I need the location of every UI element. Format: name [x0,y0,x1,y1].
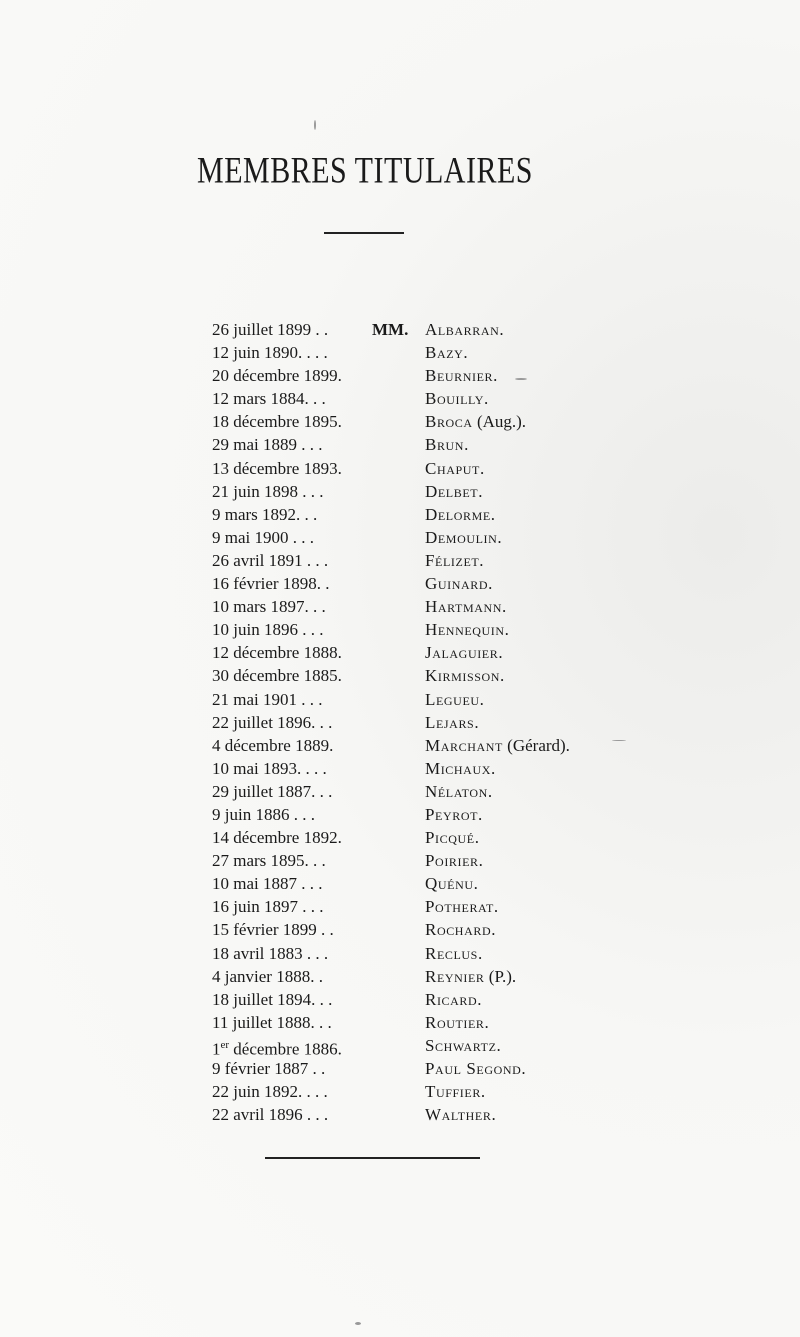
member-name [425,618,510,641]
member-surname: Demoulin. [425,527,503,547]
member-row [0,549,800,572]
member-row [0,1034,800,1057]
scan-speck [355,1322,361,1325]
member-row [0,1103,800,1126]
member-surname: Picqué. [425,828,480,848]
member-surname: Reynier [425,966,485,986]
member-row [0,664,800,687]
member-name [425,780,493,803]
member-date: 9 février 1887 . . [212,1059,326,1078]
member-surname: Broca [425,412,473,432]
member-name [425,1057,526,1080]
member-date: 20 décembre 1899. [212,366,342,386]
member-surname: Tuffier. [425,1082,486,1102]
member-date: 27 mars 1895. . . [212,851,326,871]
member-name [425,1011,489,1034]
member-name [425,433,469,456]
member-name [425,572,493,595]
member-name [425,803,483,826]
member-date: 13 décembre 1893. [212,458,342,478]
member-surname: Michaux. [425,758,496,778]
member-row [0,595,800,618]
member-row [0,641,800,664]
scan-speck [314,120,316,130]
scan-speck [612,740,626,741]
member-date: 9 mai 1900 . . . [212,527,314,547]
member-surname: Jalaguier. [425,643,504,663]
member-date: 9 mars 1892. . . [212,504,318,524]
member-name [425,410,526,433]
member-name [425,341,468,364]
member-name [425,549,484,572]
member-surname: Lejars. [425,712,480,732]
member-row [0,341,800,364]
member-name [425,1080,486,1103]
member-date: 18 avril 1883 . . . [212,943,329,963]
member-row [0,387,800,410]
member-date: 16 février 1898. . [212,574,330,594]
member-date: 4 décembre 1889. [212,735,334,755]
member-name [425,895,499,918]
member-surname: Rochard. [425,920,497,940]
member-name [425,664,505,687]
member-surname: Albarran. [425,320,505,339]
member-surname: Routier. [425,1012,490,1032]
member-name [425,688,485,711]
member-name [425,1103,496,1126]
page-title: MEMBRES TITULAIRES [197,150,533,192]
member-row [0,849,800,872]
member-name [425,457,485,480]
member-row [0,918,800,941]
member-name [425,641,503,664]
members-list [0,318,800,1126]
member-date: 15 février 1899 . . [212,920,334,940]
member-surname: Chaput. [425,458,485,478]
member-name [425,872,478,895]
member-row [0,410,800,433]
member-row [0,965,800,988]
member-name [425,595,507,618]
member-row [0,480,800,503]
member-date: 18 juillet 1894. . . [212,989,333,1009]
member-name [425,503,496,526]
member-row [0,433,800,456]
member-date: 26 juillet 1899 . . [212,320,329,339]
member-row [0,318,800,341]
member-surname: Bazy. [425,343,469,363]
honorific-prefix: MM. [372,320,409,339]
member-date: 14 décembre 1892. [212,828,342,848]
member-name [425,942,483,965]
member-row [0,757,800,780]
member-name [425,526,502,549]
member-row [0,803,800,826]
member-date: 4 janvier 1888. . [212,966,323,986]
member-row [0,1011,800,1034]
member-name [425,1034,501,1057]
member-name [425,826,480,849]
member-date: 22 juillet 1896. . . [212,712,333,732]
member-name [425,918,496,941]
member-row [0,895,800,918]
member-surname: Reclus. [425,943,483,963]
member-date: 26 avril 1891 . . . [212,550,329,570]
member-surname: Walther. [425,1105,497,1125]
member-row [0,826,800,849]
member-row [0,711,800,734]
member-name [425,734,570,757]
member-surname: Legueu. [425,689,485,709]
member-date: 16 juin 1897 . . . [212,897,324,917]
member-name [425,711,479,734]
member-name [425,318,504,341]
member-surname: Paul Segond. [425,1059,527,1078]
member-surname: Kirmisson. [425,666,505,686]
member-surname: Beurnier. [425,366,498,386]
member-surname: Poirier. [425,851,484,871]
member-surname: Potherat. [425,897,499,917]
member-row [0,988,800,1011]
member-row [0,526,800,549]
title-divider [324,232,404,234]
member-surname: Hennequin. [425,620,510,640]
member-surname: Bouilly. [425,389,489,409]
member-surname: Quénu. [425,874,479,894]
member-date: 21 juin 1898 . . . [212,481,324,501]
member-row [0,503,800,526]
scan-speck [515,378,527,380]
footer-divider [265,1157,480,1159]
member-name [425,387,489,410]
member-row [0,734,800,757]
member-surname: Félizet. [425,550,485,570]
member-surname: Marchant [425,735,503,755]
member-surname: Brun. [425,435,469,455]
member-name [425,364,498,387]
member-row [0,1057,800,1080]
member-date: 12 juin 1890. . . . [212,343,328,363]
member-date: 12 décembre 1888. [212,643,342,663]
member-name [425,965,516,988]
member-surname: Hartmann. [425,597,507,617]
member-row [0,1080,800,1103]
member-row [0,942,800,965]
member-date: 21 mai 1901 . . . [212,689,323,709]
member-surname: Nélaton. [425,781,493,801]
member-name [425,988,482,1011]
member-date: 9 juin 1886 . . . [212,804,315,824]
member-row [0,618,800,641]
member-date: 10 mai 1893. . . . [212,758,327,778]
member-date: 22 avril 1896 . . . [212,1105,329,1125]
member-surname: Peyrot. [425,804,483,824]
member-surname: Delorme. [425,504,496,524]
member-date: 1er décembre 1886. [212,1038,342,1059]
member-name-qualifier: (Gérard). [502,735,570,755]
member-name-qualifier: (P.). [484,966,517,986]
member-name [425,480,483,503]
member-row [0,364,800,387]
member-row [0,572,800,595]
member-date: 29 juillet 1887. . . [212,781,333,801]
member-row [0,872,800,895]
member-date: 22 juin 1892. . . . [212,1082,328,1102]
member-name [425,757,496,780]
member-surname: Guinard. [425,574,493,594]
member-name [425,849,484,872]
member-date: 12 mars 1884. . . [212,389,326,409]
member-date: 10 juin 1896 . . . [212,620,324,640]
member-date: 18 décembre 1895. [212,412,342,432]
member-date: 29 mai 1889 . . . [212,435,323,455]
member-row [0,457,800,480]
member-surname: Schwartz. [425,1035,502,1055]
member-surname: Ricard. [425,989,483,1009]
member-name-qualifier: (Aug.). [472,412,527,432]
member-date: 11 juillet 1888. . . [212,1012,332,1032]
member-date: 10 mars 1897. . . [212,597,326,617]
member-date: 30 décembre 1885. [212,666,342,686]
member-surname: Delbet. [425,481,484,501]
member-row [0,780,800,803]
member-row [0,688,800,711]
member-date: 10 mai 1887 . . . [212,874,323,894]
